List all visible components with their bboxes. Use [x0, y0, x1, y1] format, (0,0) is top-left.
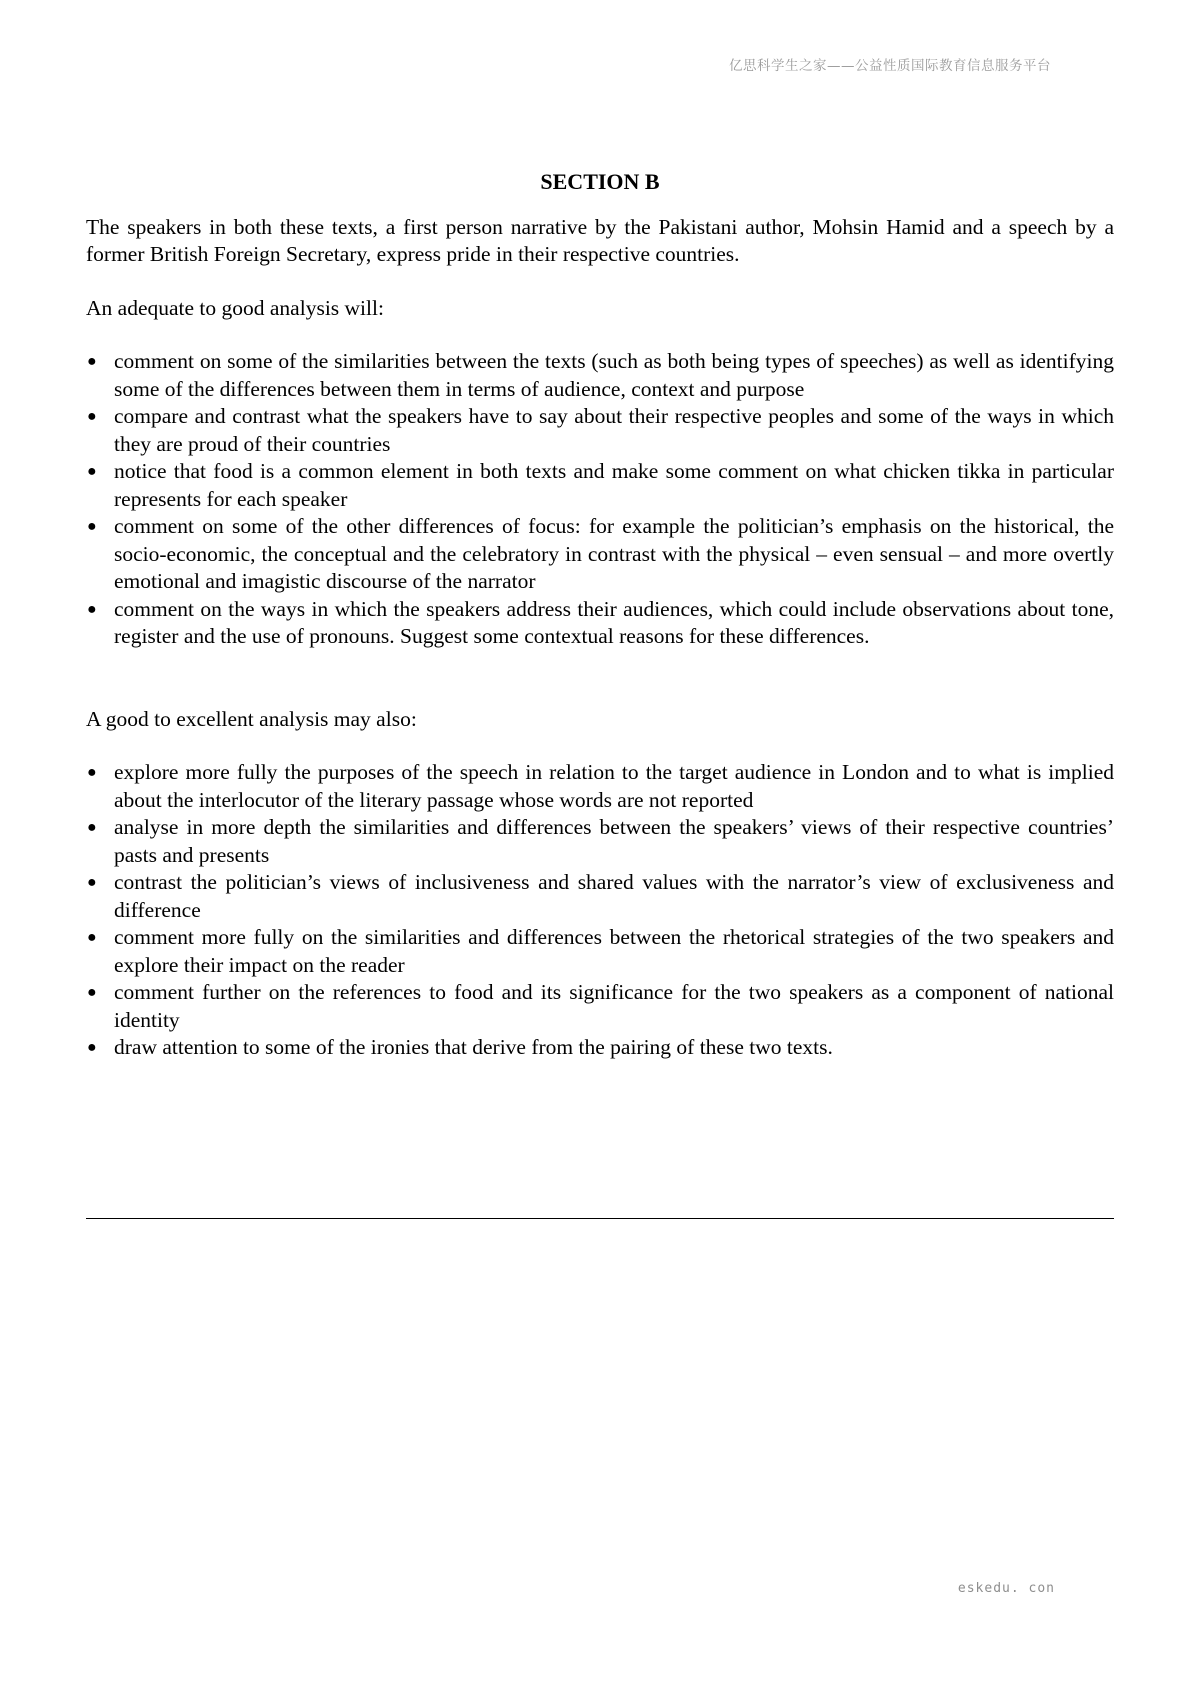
list-item-text: compare and contrast what the speakers have to say about their respective peoples and some of the ways in which they are proud of their countries	[114, 404, 1114, 456]
bullet-icon: ●	[87, 518, 97, 535]
bullet-icon: ●	[87, 600, 97, 618]
list-item	[86, 458, 1114, 513]
intro-paragraph: The speakers in both these texts, a first person narrative by the Pakistani author, Mohsin Hamid and a speech by a former British Foreign Secretary, express pride in their respective countries.	[86, 214, 1114, 266]
horizontal-divider	[86, 1218, 1114, 1219]
list-item-text: comment on some of the similarities between the texts (such as both being types of speeches) as well as identifying some of the differences between them in terms of audience, context and purpose	[114, 349, 1114, 401]
list-item-text: comment more fully on the similarities and differences between the rhetorical strategies of the two speakers and explore their impact on the reader	[114, 925, 1114, 977]
list-item	[86, 348, 1114, 403]
bullet-icon: ●	[87, 874, 97, 891]
excellent-criteria-list	[86, 759, 1114, 1062]
list-item-text: comment on some of the other differences of focus: for example the politician’s emphasis on the historical, the socio-economic, the conceptual and the celebratory in contrast with the physical – even sensual – and more overtly emotional and imagistic discourse of the narrator	[114, 514, 1114, 593]
list-item	[86, 924, 1114, 979]
adequate-criteria-list	[86, 348, 1114, 651]
list-item	[86, 513, 1114, 596]
header-watermark: 亿思科学生之家——公益性质国际教育信息服务平台	[729, 58, 1051, 74]
section-title: SECTION B	[540, 169, 660, 194]
bullet-icon: ●	[87, 353, 97, 370]
excellent-lead: A good to excellent analysis may also:	[86, 706, 417, 731]
footer-domain: eskedu. con	[957, 1581, 1055, 1596]
list-item	[86, 814, 1114, 869]
bullet-icon: ●	[87, 463, 97, 480]
adequate-lead: An adequate to good analysis will:	[86, 295, 384, 320]
bullet-icon: ●	[87, 984, 97, 1001]
document-body	[86, 168, 1114, 1062]
list-item-text: draw attention to some of the ironies that derive from the pairing of these two texts.	[114, 1035, 833, 1059]
bullet-icon: ●	[87, 929, 97, 946]
list-item-text: comment further on the references to food and its significance for the two speakers as a component of national identity	[114, 980, 1114, 1032]
list-item	[86, 403, 1114, 458]
list-item-text: analyse in more depth the similarities and differences between the speakers’ views of their respective countries’ pasts and presents	[114, 815, 1114, 867]
list-item	[86, 1034, 1114, 1062]
bullet-icon: ●	[87, 764, 97, 781]
list-item-text: contrast the politician’s views of inclusiveness and shared values with the narrator’s view of exclusiveness and difference	[114, 870, 1114, 922]
bullet-icon: ●	[87, 819, 97, 836]
list-item-text: comment on the ways in which the speakers address their audiences, which could include observations about tone, register and the use of pronouns. Suggest some contextual reasons for these differences.	[114, 596, 1114, 648]
list-item	[86, 869, 1114, 924]
bullet-icon: ●	[87, 408, 97, 425]
list-item	[86, 979, 1114, 1034]
list-item	[86, 596, 1114, 651]
list-item-text: notice that food is a common element in both texts and make some comment on what chicken tikka in particular represents for each speaker	[114, 459, 1114, 511]
list-item	[86, 759, 1114, 814]
bullet-icon: ●	[87, 1039, 97, 1056]
list-item-text: explore more fully the purposes of the speech in relation to the target audience in London and to what is implied about the interlocutor of the literary passage whose words are not reported	[114, 760, 1114, 812]
